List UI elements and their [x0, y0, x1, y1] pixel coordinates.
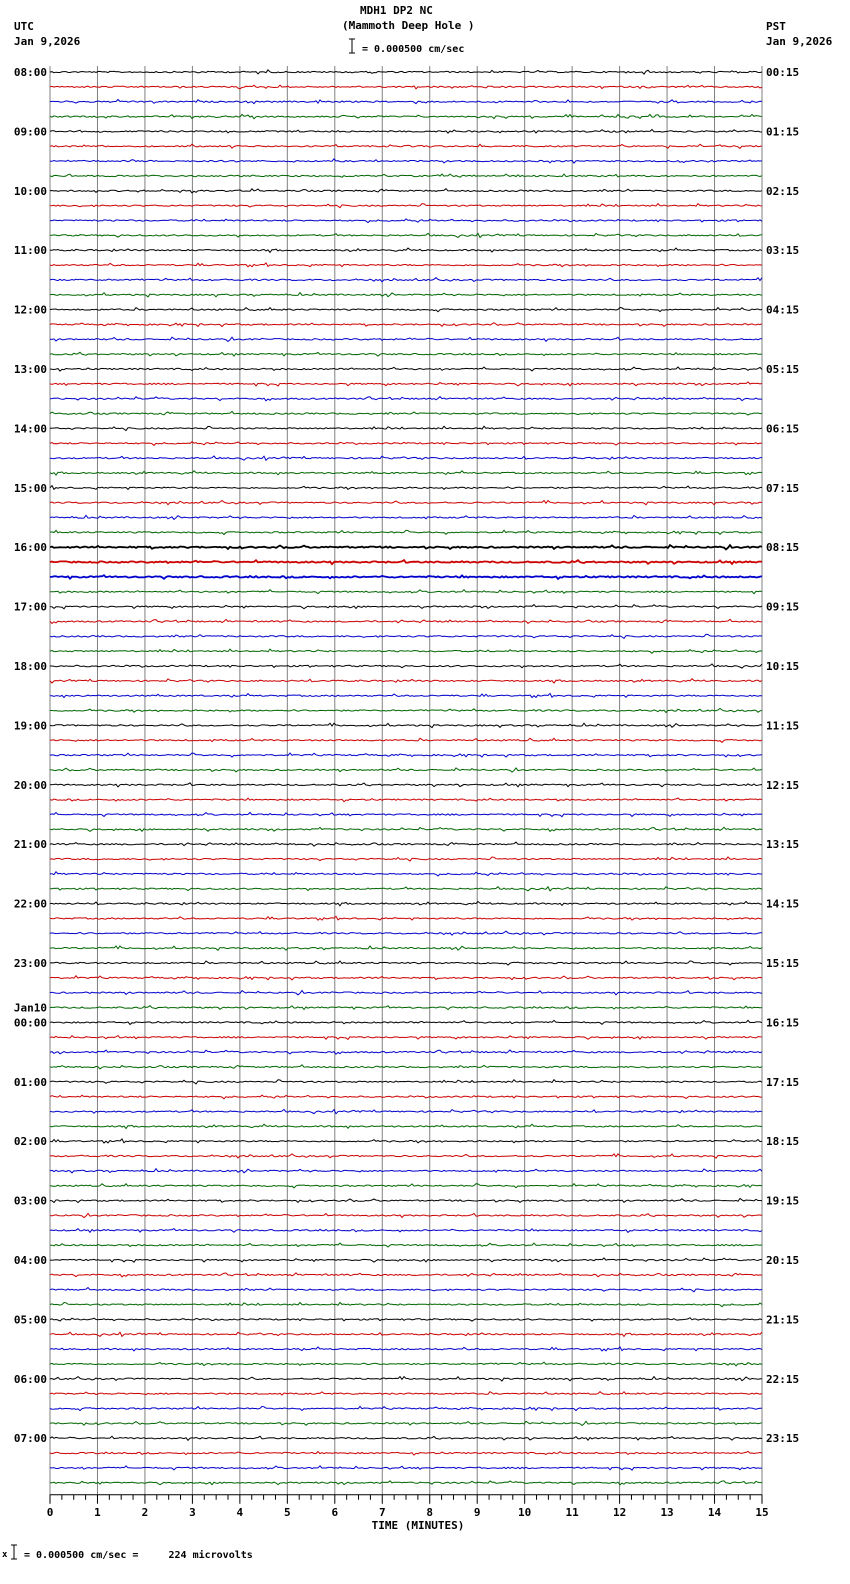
trace-line: [50, 946, 762, 950]
trace-line: [50, 471, 762, 475]
x-tick-label: 15: [755, 1505, 769, 1519]
utc-date-label: Jan 9,2026: [14, 35, 81, 48]
trace-line: [50, 1258, 762, 1262]
utc-hour-label: 00:00: [13, 1016, 47, 1030]
trace-line: [50, 337, 762, 341]
utc-hour-label: 19:00: [13, 719, 47, 733]
utc-hour-label: 10:00: [13, 184, 47, 198]
x-tick-label: 14: [707, 1505, 722, 1519]
trace-line: [50, 827, 762, 831]
trace-line: [50, 263, 762, 267]
trace-line: [50, 1199, 762, 1203]
pst-hour-label: 02:15: [766, 184, 800, 198]
trace-line: [50, 1318, 762, 1321]
trace-line: [50, 1080, 762, 1084]
trace-line: [50, 902, 762, 906]
trace-line: [50, 1213, 762, 1217]
trace-line: [50, 1406, 762, 1410]
pst-hour-label: 08:15: [766, 541, 800, 555]
utc-hour-label: 06:00: [13, 1372, 47, 1386]
pst-hour-label: 12:15: [766, 778, 800, 792]
trace-line: [50, 352, 762, 356]
trace-line: [50, 991, 762, 995]
trace-line: [50, 590, 762, 594]
trace-line: [50, 738, 762, 742]
trace-line: [50, 1436, 762, 1440]
utc-hour-label: 07:00: [13, 1432, 47, 1446]
pst-hour-label: 14:15: [766, 897, 800, 911]
utc-hour-label: 16:00: [13, 541, 47, 555]
trace-line: [50, 204, 762, 208]
trace-line: [50, 159, 762, 163]
trace-line: [50, 1095, 762, 1099]
trace-line: [50, 708, 762, 712]
pst-hour-label: 23:15: [766, 1432, 800, 1446]
trace-line: [50, 530, 762, 534]
x-tick-label: 4: [236, 1505, 244, 1519]
x-tick-label: 0: [46, 1505, 54, 1519]
date-change-label: Jan10: [13, 1001, 47, 1015]
trace-line: [50, 248, 762, 252]
trace-line: [50, 887, 762, 891]
utc-hour-label: 04:00: [13, 1254, 47, 1267]
x-tick-label: 13: [660, 1505, 674, 1519]
trace-line: [50, 545, 762, 549]
pst-hour-label: 13:15: [766, 838, 800, 852]
utc-hour-label: 09:00: [13, 125, 47, 139]
trace-line: [50, 694, 762, 698]
trace-line: [50, 798, 762, 802]
trace-line: [50, 486, 762, 490]
trace-line: [50, 1020, 762, 1024]
trace-line: [50, 768, 762, 772]
trace-line: [50, 100, 762, 104]
trace-line: [50, 813, 762, 817]
trace-line: [50, 1273, 762, 1277]
utc-zone-label: UTC: [14, 20, 34, 33]
trace-line: [50, 426, 762, 430]
pst-hour-label: 11:15: [766, 719, 800, 733]
trace-line: [50, 293, 762, 297]
pst-hour-label: 16:15: [766, 1016, 800, 1030]
pst-zone-label: PST: [766, 20, 786, 33]
trace-line: [50, 961, 762, 965]
pst-hour-label: 06:15: [766, 422, 800, 436]
utc-hour-label: 23:00: [13, 957, 47, 970]
utc-hour-label: 15:00: [13, 481, 47, 495]
station-location: (Mammoth Deep Hole ): [342, 19, 475, 32]
x-tick-label: 12: [612, 1505, 627, 1519]
utc-hour-label: 12:00: [13, 303, 47, 317]
footer-prefix: x: [2, 1550, 8, 1560]
utc-hour-label: 20:00: [13, 778, 47, 792]
trace-line: [50, 1139, 762, 1143]
utc-hour-label: 13:00: [13, 363, 47, 376]
pst-hour-label: 00:15: [766, 66, 800, 79]
trace-line: [50, 308, 762, 312]
trace-line: [50, 1451, 762, 1455]
pst-hour-label: 10:15: [766, 660, 800, 673]
trace-line: [50, 144, 762, 148]
trace-line: [50, 605, 762, 609]
trace-line: [50, 1347, 762, 1351]
trace-line: [50, 1036, 762, 1040]
utc-hour-label: 03:00: [13, 1194, 47, 1208]
trace-line: [50, 501, 762, 505]
x-tick-label: 10: [518, 1505, 532, 1519]
pst-hour-label: 20:15: [766, 1254, 800, 1267]
trace-line: [50, 515, 762, 519]
trace-line: [50, 233, 762, 237]
x-tick-label: 3: [189, 1505, 196, 1519]
trace-line: [50, 575, 762, 579]
trace-line: [50, 1332, 762, 1336]
footer-scale-text: = 0.000500 cm/sec = 224 microvolts: [24, 1550, 253, 1561]
x-tick-label: 11: [565, 1505, 579, 1519]
trace-line: [50, 323, 762, 327]
utc-hour-label: 02:00: [13, 1135, 47, 1149]
utc-hour-label: 18:00: [13, 660, 47, 673]
pst-hour-label: 19:15: [766, 1194, 800, 1208]
trace-line: [50, 649, 762, 653]
trace-line: [50, 1362, 762, 1366]
x-tick-label: 7: [378, 1505, 386, 1519]
pst-hour-label: 07:15: [766, 481, 800, 495]
trace-line: [50, 189, 762, 193]
pst-hour-label: 15:15: [766, 957, 800, 970]
utc-hour-label: 08:00: [13, 66, 47, 79]
footer-scale-bar-icon: [10, 1544, 18, 1560]
trace-line: [50, 367, 762, 371]
trace-line: [50, 931, 762, 935]
trace-line: [50, 857, 762, 861]
trace-line: [50, 842, 762, 846]
x-tick-label: 6: [331, 1505, 339, 1519]
trace-line: [50, 1288, 762, 1292]
trace-line: [50, 634, 762, 638]
pst-hour-label: 01:15: [766, 125, 800, 139]
x-tick-label: 8: [426, 1505, 434, 1519]
x-tick-label: 9: [473, 1505, 481, 1519]
trace-line: [50, 679, 762, 683]
pst-date-label: Jan 9,2026: [766, 35, 833, 48]
trace-line: [50, 1006, 762, 1010]
trace-line: [50, 664, 762, 668]
x-tick-label: 2: [141, 1505, 149, 1519]
header-scale-text: = 0.000500 cm/sec: [362, 44, 465, 55]
trace-line: [50, 1377, 762, 1381]
trace-line: [50, 560, 762, 564]
trace-line: [50, 916, 762, 920]
trace-line: [50, 219, 762, 223]
trace-line: [50, 872, 762, 876]
trace-line: [50, 1229, 762, 1233]
trace-line: [50, 1243, 762, 1247]
trace-line: [50, 397, 762, 401]
trace-line: [50, 1109, 762, 1113]
pst-hour-label: 18:15: [766, 1135, 800, 1149]
trace-line: [50, 1050, 762, 1054]
x-tick-label: 5: [284, 1505, 291, 1519]
trace-line: [50, 1154, 762, 1158]
trace-line: [50, 1481, 762, 1485]
trace-line: [50, 456, 762, 460]
trace-line: [50, 619, 762, 623]
trace-line: [50, 85, 762, 89]
utc-hour-label: 17:00: [13, 600, 47, 614]
x-tick-label: 1: [94, 1505, 101, 1519]
utc-hour-label: 05:00: [13, 1313, 47, 1327]
trace-line: [50, 70, 762, 74]
trace-line: [50, 723, 762, 727]
pst-hour-label: 04:15: [766, 303, 800, 317]
trace-line: [50, 753, 762, 757]
trace-line: [50, 382, 762, 386]
trace-line: [50, 783, 762, 787]
trace-line: [50, 1169, 762, 1173]
trace-line: [50, 1065, 762, 1069]
trace-line: [50, 1466, 762, 1470]
utc-hour-label: 01:00: [13, 1075, 47, 1089]
x-axis-title: TIME (MINUTES): [371, 1518, 465, 1532]
utc-hour-label: 22:00: [13, 897, 47, 911]
pst-hour-label: 21:15: [766, 1313, 800, 1327]
trace-line: [50, 411, 762, 415]
pst-hour-label: 17:15: [766, 1075, 800, 1089]
pst-hour-label: 22:15: [766, 1372, 800, 1386]
station-title: MDH1 DP2 NC: [360, 4, 433, 17]
trace-line: [50, 278, 762, 282]
trace-line: [50, 174, 762, 177]
trace-line: [50, 1124, 762, 1128]
trace-line: [50, 1184, 762, 1188]
utc-hour-label: 11:00: [13, 244, 47, 258]
trace-line: [50, 1421, 762, 1425]
pst-hour-label: 09:15: [766, 600, 800, 614]
trace-line: [50, 130, 762, 134]
utc-hour-label: 21:00: [13, 838, 47, 852]
pst-hour-label: 05:15: [766, 363, 800, 376]
trace-line: [50, 442, 762, 446]
trace-line: [50, 976, 762, 980]
trace-line: [50, 114, 762, 118]
trace-line: [50, 1392, 762, 1395]
utc-hour-label: 14:00: [13, 422, 47, 436]
pst-hour-label: 03:15: [766, 244, 800, 258]
trace-line: [50, 1303, 762, 1307]
